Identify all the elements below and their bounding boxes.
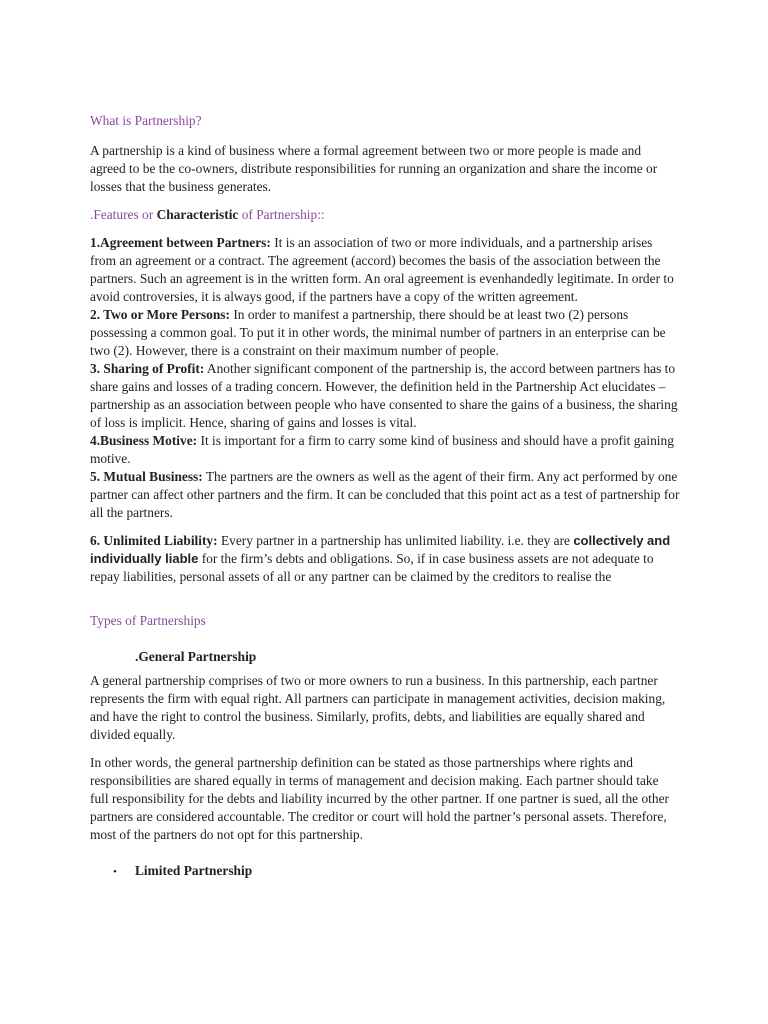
liability-title: 6. Unlimited Liability: bbox=[90, 533, 218, 548]
features-title-strong: Characteristic bbox=[156, 207, 239, 222]
liability-strong-text: collectively and individually liable bbox=[90, 533, 671, 566]
page-heading: What is Partnership? bbox=[90, 113, 202, 128]
bullet-item bbox=[113, 862, 680, 881]
features-list bbox=[90, 234, 680, 522]
feature-item bbox=[90, 234, 680, 306]
features-title-suffix: of Partnership:: bbox=[238, 207, 325, 222]
feature-title: 4.Business Motive: bbox=[90, 433, 198, 448]
liability-text-2: for the firm’s debts and obligations. So, if in case business assets are not adequate to repay liabilities, personal assets of all or any partner can be claimed by the creditors to realise the bbox=[90, 551, 654, 584]
feature-item bbox=[90, 360, 680, 432]
feature-text: Another significant component of the partnership is, the accord between partners has to share gains and losses of a trading concern. However, the definition held in the Partnership Act elucidates – partnership as an association between people who have consented to share the gains of a business, the sharing of loss is implicit. Hence, sharing of gains and losses is vital. bbox=[90, 361, 678, 430]
feature-item bbox=[90, 306, 680, 360]
features-title bbox=[90, 206, 680, 224]
types-heading: Types of Partnerships bbox=[90, 613, 206, 628]
document-page bbox=[90, 112, 680, 881]
feature-text: In order to manifest a partnership, there should be at least two (2) persons possessing a common goal. To put it in other words, the minimal number of partners in an enterprise can be two (2). However, there is a constraint on their maximum number of people. bbox=[90, 307, 666, 358]
feature-item bbox=[90, 432, 680, 468]
general-paragraph-1: A general partnership comprises of two or more owners to run a business. In this partnership, each partner represents the firm with equal right. All partners can participate in management activities, decision making, and have the right to control the business. Similarly, profits, debts, and liabilities are equally shared and divided equally. bbox=[90, 673, 666, 742]
feature-title: 1.Agreement between Partners: bbox=[90, 235, 271, 250]
bullet-label: Limited Partnership bbox=[135, 863, 253, 878]
general-paragraph-2: In other words, the general partnership definition can be stated as those partnerships where rights and responsibilities are shared equally in terms of management and decision making. Each partner should take full responsibility for the debts and liability incurred by the other partner. If one partner is sued, all the other partners are considered accountable. The creditor or court will hold the partner’s personal assets. Therefore, most of the partners do not opt for this partnership. bbox=[90, 755, 669, 842]
feature-text: It is an association of two or more individuals, and a partnership arises from an agreement or a contract. The agreement (accord) becomes the basis of the association between the partners. Such an agreement is in the written form. An oral agreement is evenhandedly legitimate. In order to avoid controversies, it is always good, if the partners have a copy of the written agreement. bbox=[90, 235, 674, 304]
feature-title: 2. Two or More Persons: bbox=[90, 307, 230, 322]
features-title-prefix: .Features or bbox=[90, 207, 157, 222]
feature-title: 5. Mutual Business: bbox=[90, 469, 203, 484]
liability-text-1: Every partner in a partnership has unlimited liability. i.e. they are bbox=[217, 533, 574, 548]
intro-paragraph: A partnership is a kind of business where a formal agreement between two or more people is made and agreed to be the co-owners, distribute responsibilities for running an organization and share the income or losses that the business generates. bbox=[90, 143, 658, 194]
feature-title: 3. Sharing of Profit: bbox=[90, 361, 205, 376]
feature-text: It is important for a firm to carry some kind of business and should have a profit gaining motive. bbox=[90, 433, 674, 466]
bullet-icon: • bbox=[113, 866, 117, 878]
feature-item bbox=[90, 468, 680, 522]
feature-text: The partners are the owners as well as the agent of their firm. Any act performed by one partner can affect other partners and the firm. It can be concluded that this point act as a test of partnership for all the partners. bbox=[90, 469, 680, 520]
general-partnership-title: .General Partnership bbox=[135, 649, 257, 664]
liability-paragraph bbox=[90, 532, 680, 586]
